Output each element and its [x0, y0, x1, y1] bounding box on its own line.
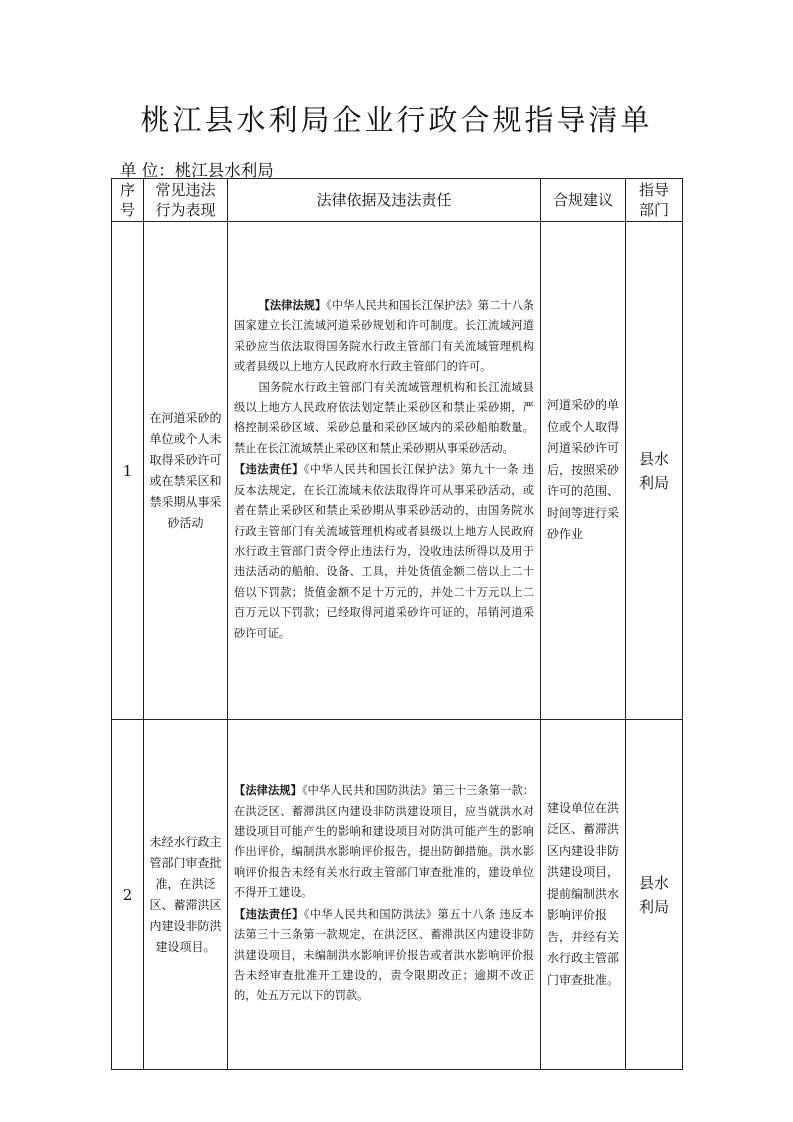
compliance-table — [111, 178, 683, 1070]
law-paragraph-2: 国务院水行政主管部门有关流域管理机构和长江流域县级以上地方人民政府依法划定禁止采砂区和禁止采砂期，严格控制采砂区域、采砂总量和采砂区域内的采砂船舶数量。禁止在长江流域禁止采砂区和禁止采砂期从事采砂活动。 — [234, 380, 534, 455]
violation-cell: 在河道采砂的单位或个人未取得采砂许可或在禁采区和禁采期从事采砂活动 — [144, 222, 228, 720]
dept-cell: 县水利局 — [626, 720, 683, 1070]
table-row — [112, 222, 683, 720]
table-header-row — [112, 179, 683, 222]
law-paragraph — [234, 780, 534, 903]
table-row — [112, 720, 683, 1070]
law-text: 《中华人民共和国长江保护法》第二十八条 国家建立长江流域河道采砂规划和许可制度。长江流域河道采砂应当依法取得国务院水行政主管部门有关流域管理机构或者县级以上地方人民政府水行政主管部门的许可。 — [234, 299, 534, 374]
row-number: 1 — [112, 222, 144, 720]
header-advice: 合规建议 — [541, 179, 626, 222]
liability-text: 《中华人民共和国长江保护法》第九十一条 违反本法规定，在长江流域未依法取得许可从事采砂活动，或者在禁止采砂区和禁止采砂期从事采砂活动的，由国务院水行政主管部门有关流域管理机构或者县级以上地方人民政府水行政主管部门责令停止违法行为，没收违法所得以及用于违法活动的船舶、设备、工具，并处货值金额二倍以上二十倍以下罚款；货值金额不足十万元的，并处二十万元以上二百万元以下罚款；已经取得河道采砂许可证的，吊销河道采砂许可证。 — [234, 463, 534, 640]
dept-cell: 县水利局 — [626, 222, 683, 720]
advice-cell: 建设单位在洪泛区、蓄滞洪区内建设非防洪建设项目，提前编制洪水影响评价报告，并经有关水行政主管部门审查批准。 — [541, 720, 626, 1070]
header-law: 法律依据及违法责任 — [228, 179, 541, 222]
liability-tag: 【违法责任】 — [234, 462, 304, 477]
liability-paragraph — [234, 904, 534, 1007]
law-text: 《中华人民共和国防洪法》第三十三条第一款：在洪泛区、蓄滞洪区内建设非防洪建设项目，应当就洪水对建设项目可能产生的影响和建设项目对防洪可能产生的影响作出评价，编制洪水影响评价报告，提出防御措施。洪水影响评价报告未经有关水行政主管部门审查批准的，建设单位不得开工建设。 — [234, 784, 534, 900]
header-no: 序号 — [112, 179, 144, 222]
violation-cell: 未经水行政主管部门审查批准，在洪泛区、蓄滞洪区内建设非防洪建设项目。 — [144, 720, 228, 1070]
row-number: 2 — [112, 720, 144, 1070]
law-paragraph — [234, 295, 534, 378]
advice-cell: 河道采砂的单位或个人取得河道采砂许可后，按照采砂许可的范围、时间等进行采砂作业 — [541, 222, 626, 720]
legal-basis-cell — [228, 222, 541, 720]
legal-basis-cell — [228, 720, 541, 1070]
page-title: 桃江县水利局企业行政合规指导清单 — [140, 103, 653, 137]
liability-paragraph — [234, 459, 534, 644]
liability-tag: 【违法责任】 — [234, 906, 304, 921]
liability-text: 《中华人民共和国防洪法》第五十八条 违反本法第三十三条第一款规定，在洪泛区、蓄滞洪区内建设非防洪建设项目，未编制洪水影响评价报告或者洪水影响评价报告未经审查批准开工建设的，责令限期改正；逾期不改正的，处五万元以下的罚款。 — [234, 907, 534, 1003]
header-act: 常见违法行为表现 — [144, 179, 228, 222]
law-tag: 【法律法规】 — [234, 783, 302, 798]
unit-line: 单 位：桃江县水利局 — [120, 161, 274, 180]
header-dept: 指导部门 — [626, 179, 683, 222]
law-tag: 【法律法规】 — [258, 298, 327, 313]
